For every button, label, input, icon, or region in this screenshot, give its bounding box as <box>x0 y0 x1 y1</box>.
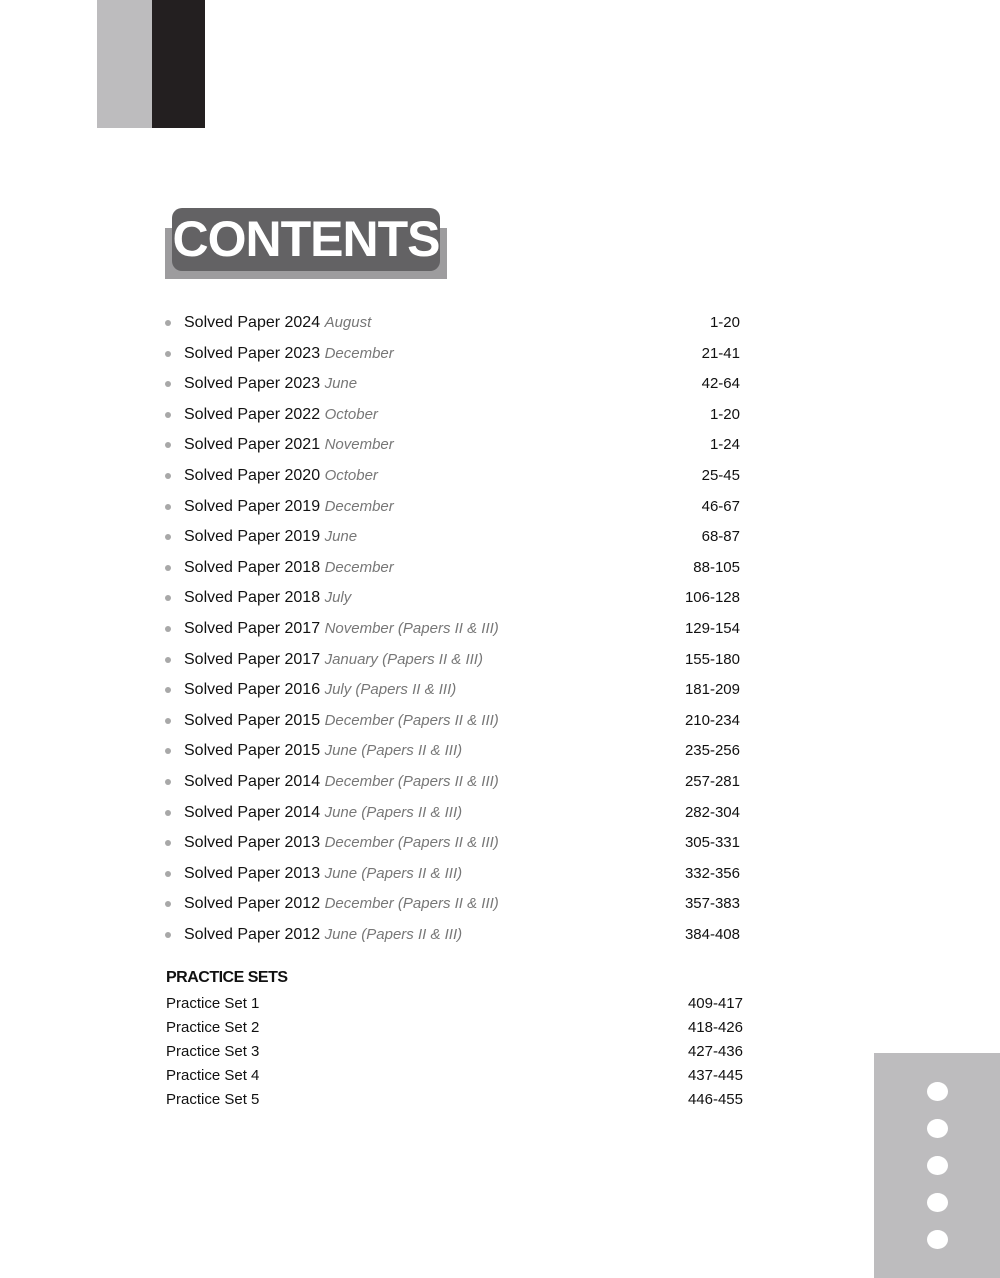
corner-block-dark <box>152 0 205 128</box>
entry-pages: 181-209 <box>684 681 740 699</box>
entry-label <box>184 801 462 825</box>
practice-set-label: Practice Set 5 <box>166 1091 260 1108</box>
entry-pages: 1-20 <box>709 314 740 331</box>
contents-entry <box>165 433 740 457</box>
entry-label <box>184 525 357 549</box>
entry-session: June <box>324 375 358 393</box>
bullet-icon <box>165 932 171 938</box>
contents-entry <box>165 586 740 610</box>
bullet-icon <box>165 871 171 877</box>
practice-set-label: Practice Set 1 <box>166 995 260 1012</box>
entry-label <box>184 892 499 916</box>
entry-title: Solved Paper 2015 <box>184 711 321 729</box>
entry-pages: 155-180 <box>684 650 740 668</box>
bullet-icon <box>165 748 171 754</box>
entry-label <box>184 495 394 519</box>
entry-label <box>184 923 462 947</box>
entry-session: December <box>324 344 394 362</box>
entry-session: June (Papers II & III) <box>324 926 463 943</box>
entry-pages: 68-87 <box>701 528 740 546</box>
entry-label <box>184 342 394 366</box>
entry-label <box>184 617 499 641</box>
bullet-icon <box>165 810 171 816</box>
practice-set-pages: 437-445 <box>687 1067 743 1084</box>
entry-pages: 305-331 <box>684 834 740 852</box>
contents-entry <box>165 617 740 641</box>
bullet-icon <box>165 840 171 846</box>
entry-label <box>184 862 462 886</box>
bullet-icon <box>165 351 171 357</box>
entry-label <box>184 648 483 672</box>
contents-entry <box>165 403 740 427</box>
practice-set-entry <box>166 1089 743 1111</box>
entry-label <box>184 678 456 702</box>
entry-title: Solved Paper 2019 <box>184 497 321 515</box>
entry-session: July (Papers II & III) <box>324 681 457 699</box>
entry-title: Solved Paper 2012 <box>184 895 321 913</box>
page-title: CONTENTS <box>172 208 440 271</box>
contents-entry <box>165 556 740 580</box>
entry-title: Solved Paper 2017 <box>184 650 321 668</box>
entry-pages: 21-41 <box>701 344 740 362</box>
entry-session: December <box>324 558 394 576</box>
practice-set-entry <box>166 1065 743 1087</box>
entry-title: Solved Paper 2013 <box>184 834 321 852</box>
entry-pages: 88-105 <box>693 558 740 576</box>
contents-entry <box>165 495 740 519</box>
entry-session: December (Papers II & III) <box>324 773 499 790</box>
entry-title: Solved Paper 2017 <box>184 620 321 637</box>
practice-set-entry <box>166 1017 743 1039</box>
entry-pages: 25-45 <box>701 467 740 484</box>
bullet-icon <box>165 718 171 724</box>
entry-session: January (Papers II & III) <box>324 650 483 668</box>
contents-entry <box>165 892 740 916</box>
contents-entry <box>165 739 740 763</box>
entry-session: December (Papers II & III) <box>324 834 499 852</box>
entry-session: June (Papers II & III) <box>324 803 463 821</box>
contents-entry <box>165 342 740 366</box>
entry-session: June (Papers II & III) <box>324 742 463 760</box>
entry-title: Solved Paper 2024 <box>184 314 321 331</box>
entry-title: Solved Paper 2015 <box>184 742 321 760</box>
bullet-icon <box>165 504 171 510</box>
bullet-icon <box>165 779 171 785</box>
bullet-icon <box>165 473 171 479</box>
entry-title: Solved Paper 2018 <box>184 589 321 607</box>
entry-session: December <box>324 497 394 515</box>
contents-entry <box>165 709 740 733</box>
entry-pages: 282-304 <box>684 803 740 821</box>
entry-label <box>184 464 378 488</box>
practice-set-entry <box>166 1041 743 1063</box>
entry-label <box>184 770 499 794</box>
bullet-icon <box>165 442 171 448</box>
practice-set-label: Practice Set 3 <box>166 1043 260 1060</box>
bullet-icon <box>165 381 171 387</box>
contents-entry <box>165 923 740 947</box>
entry-title: Solved Paper 2018 <box>184 558 321 576</box>
entry-title: Solved Paper 2013 <box>184 864 321 882</box>
entry-pages: 42-64 <box>701 375 740 393</box>
contents-entry <box>165 648 740 672</box>
entry-title: Solved Paper 2014 <box>184 773 321 790</box>
entry-label <box>184 556 394 580</box>
entry-session: November (Papers II & III) <box>324 620 499 637</box>
entry-pages: 106-128 <box>684 589 740 607</box>
entry-title: Solved Paper 2023 <box>184 344 321 362</box>
contents-entry <box>165 678 740 702</box>
entry-pages: 129-154 <box>684 620 740 637</box>
entry-session: December (Papers II & III) <box>324 895 499 913</box>
entry-pages: 1-24 <box>709 436 740 454</box>
practice-set-entry <box>166 993 743 1015</box>
entry-label <box>184 311 371 335</box>
entry-label <box>184 433 394 457</box>
contents-entry <box>165 801 740 825</box>
entry-title: Solved Paper 2016 <box>184 681 321 699</box>
tab-dot <box>927 1230 948 1249</box>
entry-title: Solved Paper 2021 <box>184 436 321 454</box>
bullet-icon <box>165 687 171 693</box>
practice-set-label: Practice Set 2 <box>166 1019 260 1036</box>
entry-pages: 384-408 <box>684 926 740 943</box>
tab-dot <box>927 1119 948 1138</box>
entry-session: October <box>324 467 378 484</box>
bullet-icon <box>165 657 171 663</box>
entry-pages: 46-67 <box>701 497 740 515</box>
entry-session: June (Papers II & III) <box>324 864 463 882</box>
entry-session: October <box>324 405 378 423</box>
bullet-icon <box>165 901 171 907</box>
bullet-icon <box>165 626 171 632</box>
practice-set-label: Practice Set 4 <box>166 1067 260 1084</box>
contents-entry <box>165 311 740 335</box>
entry-pages: 210-234 <box>684 711 740 729</box>
practice-set-pages: 418-426 <box>687 1019 743 1036</box>
entry-pages: 1-20 <box>709 405 740 423</box>
contents-entry <box>165 372 740 396</box>
practice-sets-heading: PRACTICE SETS <box>166 969 288 986</box>
practice-set-pages: 427-436 <box>687 1043 743 1060</box>
entry-label <box>184 709 499 733</box>
entry-session: June <box>324 528 358 546</box>
contents-entry <box>165 770 740 794</box>
entry-title: Solved Paper 2020 <box>184 467 321 484</box>
contents-entry <box>165 831 740 855</box>
tab-dot <box>927 1156 948 1175</box>
contents-entry <box>165 464 740 488</box>
bullet-icon <box>165 565 171 571</box>
entry-label <box>184 831 499 855</box>
entry-title: Solved Paper 2014 <box>184 803 321 821</box>
entry-session: August <box>324 314 372 331</box>
entry-session: November <box>324 436 394 454</box>
practice-set-pages: 409-417 <box>687 995 743 1012</box>
entry-label <box>184 403 378 427</box>
practice-set-pages: 446-455 <box>687 1091 743 1108</box>
entry-title: Solved Paper 2019 <box>184 528 321 546</box>
entry-title: Solved Paper 2022 <box>184 405 321 423</box>
corner-block-light <box>97 0 152 128</box>
bullet-icon <box>165 534 171 540</box>
entry-pages: 357-383 <box>684 895 740 913</box>
contents-entry <box>165 862 740 886</box>
contents-entry <box>165 525 740 549</box>
entry-title: Solved Paper 2023 <box>184 375 321 393</box>
entry-session: December (Papers II & III) <box>324 711 499 729</box>
bullet-icon <box>165 595 171 601</box>
entry-pages: 235-256 <box>684 742 740 760</box>
entry-label <box>184 586 351 610</box>
entry-pages: 332-356 <box>684 864 740 882</box>
entry-label <box>184 372 357 396</box>
tab-dot <box>927 1193 948 1212</box>
bullet-icon <box>165 412 171 418</box>
tab-dot <box>927 1082 948 1101</box>
bullet-icon <box>165 320 171 326</box>
entry-pages: 257-281 <box>684 773 740 790</box>
entry-title: Solved Paper 2012 <box>184 926 321 943</box>
entry-label <box>184 739 462 763</box>
entry-session: July <box>324 589 352 607</box>
